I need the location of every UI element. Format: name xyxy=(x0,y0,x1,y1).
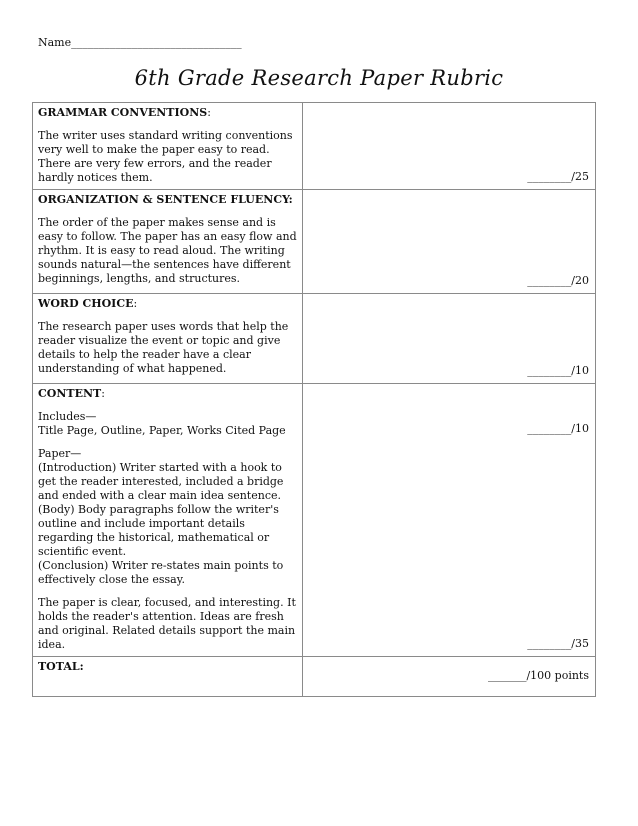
score-blank-includes[interactable]: ________/10 xyxy=(527,422,589,435)
score-cell[interactable] xyxy=(303,190,596,294)
heading-colon: : xyxy=(101,387,105,400)
criterion-description: The order of the paper makes sense and is easy to follow. The paper has an easy flow and rhythm. It is easy to read aloud. The writing sounds natural—the sentences have different beginnings, lengths, and structures. xyxy=(38,216,297,285)
total-label: TOTAL: xyxy=(38,660,84,673)
criterion-cell xyxy=(33,294,303,384)
score-blank-grammar[interactable]: ________/25 xyxy=(527,170,589,183)
includes-items: Title Page, Outline, Paper, Works Cited Page xyxy=(38,424,286,437)
paper-intro: (Introduction) Writer started with a hook to get the reader interested, included a bridge and ended with a clear main idea sentence. xyxy=(38,461,284,502)
criterion-cell xyxy=(33,103,303,190)
paper-conclusion: (Conclusion) Writer re-states main points to effectively close the essay. xyxy=(38,559,284,586)
paper-body: (Body) Body paragraphs follow the writer's outline and include important details regarding the historical, mathematical or scientific event. xyxy=(38,503,279,558)
rubric-row-content xyxy=(33,384,596,657)
criterion-description: The research paper uses words that help the reader visualize the event or topic and give details to help the reader have a clear understanding of what happened. xyxy=(38,320,289,375)
score-blank-content[interactable]: ________/35 xyxy=(527,637,589,650)
criterion-heading: CONTENT xyxy=(38,387,102,400)
score-blank-organization[interactable]: ________/20 xyxy=(527,274,589,287)
criterion-heading: ORGANIZATION & SENTENCE FLUENCY: xyxy=(38,193,293,206)
total-score-blank[interactable]: _______/100 points xyxy=(487,669,589,682)
total-score-cell[interactable] xyxy=(303,657,596,697)
rubric-row-organization xyxy=(33,190,596,294)
criterion-cell xyxy=(33,384,303,657)
criterion-heading: WORD CHOICE xyxy=(38,297,134,310)
total-label-cell xyxy=(33,657,303,697)
rubric-table xyxy=(32,102,596,697)
criterion-cell xyxy=(33,190,303,294)
rubric-row-grammar xyxy=(33,103,596,190)
score-cell[interactable] xyxy=(303,384,596,657)
heading-colon: : xyxy=(133,297,138,310)
paper-label: Paper— xyxy=(38,447,82,460)
score-blank-word-choice[interactable]: ________/10 xyxy=(527,364,589,377)
page-title: 6th Grade Research Paper Rubric xyxy=(134,66,504,90)
rubric-row-total xyxy=(33,657,596,697)
heading-colon: : xyxy=(207,106,211,119)
name-field[interactable]: Name_______________________________ xyxy=(38,36,242,49)
score-cell[interactable] xyxy=(303,294,596,384)
rubric-row-word-choice xyxy=(33,294,596,384)
criterion-heading: GRAMMAR CONVENTIONS xyxy=(38,106,208,119)
score-cell[interactable] xyxy=(303,103,596,190)
content-closing: The paper is clear, focused, and interesting. It holds the reader's attention. Ideas are fresh and original. Related details support the main idea. xyxy=(38,596,296,651)
includes-label: Includes— xyxy=(38,410,97,423)
criterion-description: The writer uses standard writing conventions very well to make the paper easy to read. There are very few errors, and the reader hardly notices them. xyxy=(38,129,293,184)
